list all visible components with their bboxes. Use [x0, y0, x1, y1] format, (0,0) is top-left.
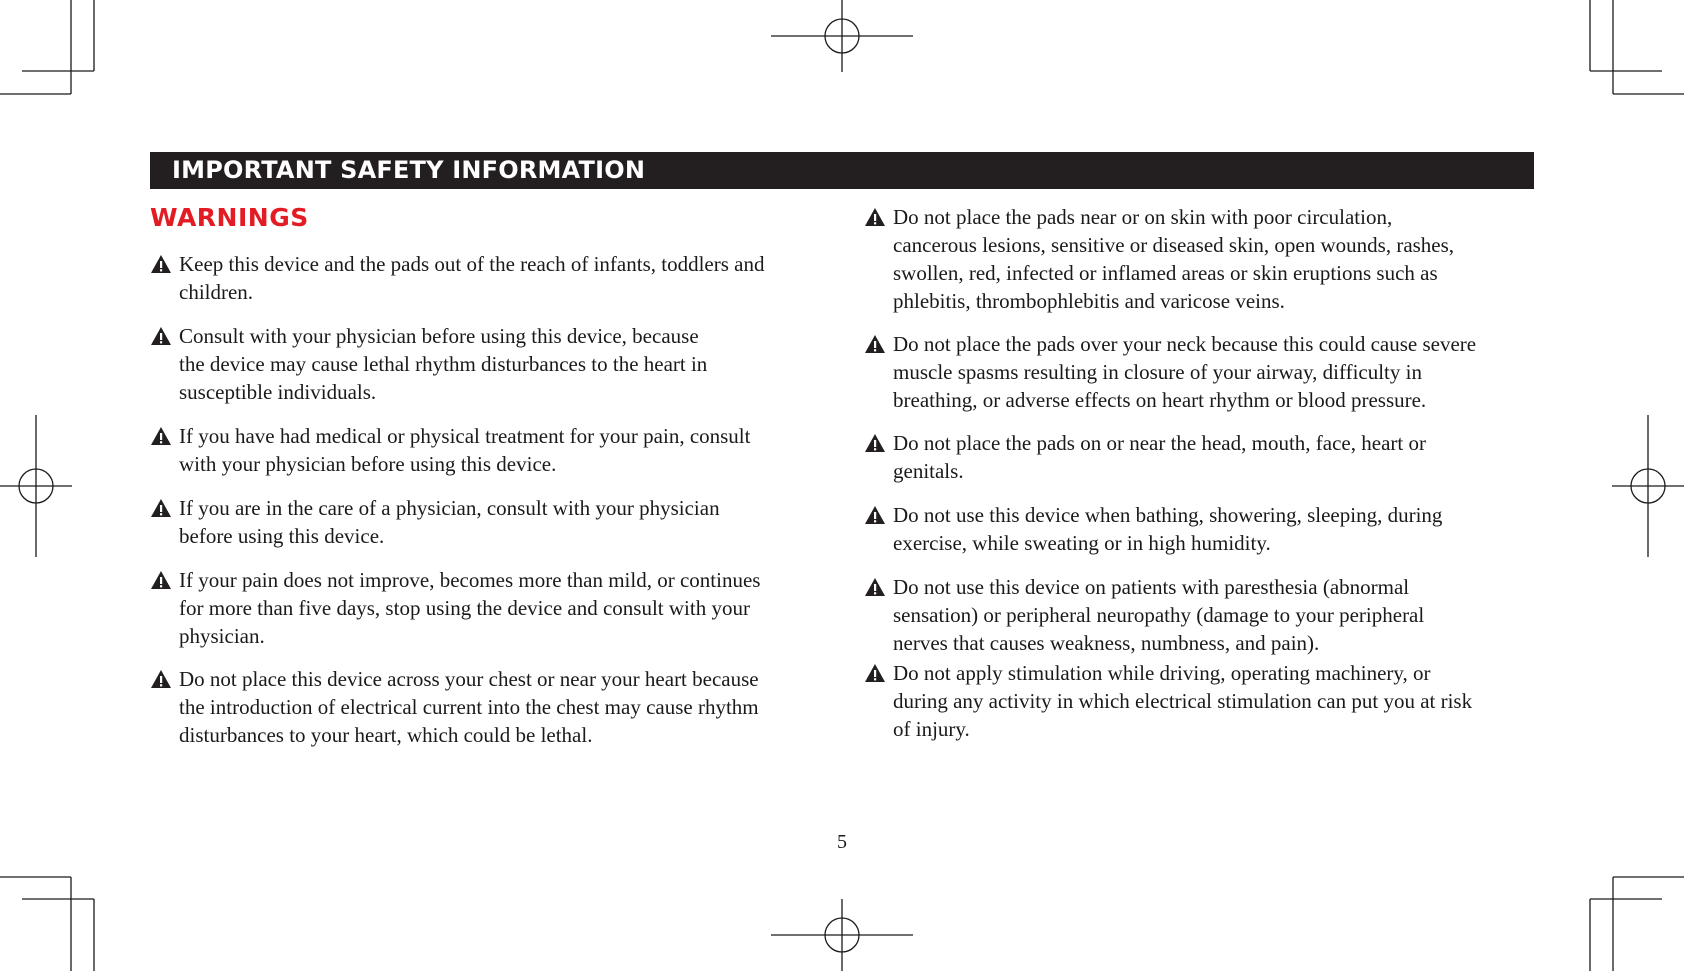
warning-triangle-icon — [864, 505, 886, 525]
section-header-bar — [150, 152, 1534, 189]
warning-triangle-icon — [150, 426, 172, 446]
warning-triangle-icon — [150, 570, 172, 590]
warning-line: cancerous lesions, sensitive or diseased skin, open wounds, rashes, — [893, 233, 1455, 257]
warning-line: Consult with your physician before using this device, because — [179, 324, 699, 348]
warning-line: If your pain does not improve, becomes more than mild, or continues — [179, 568, 761, 592]
warning-line: with your physician before using this device. — [179, 452, 557, 476]
warning-line: phlebitis, thrombophlebitis and varicose veins. — [893, 289, 1285, 313]
warning-triangle-icon — [864, 334, 886, 354]
warning-line: Do not place the pads over your neck because this could cause severe — [893, 332, 1477, 356]
warning-line: physician. — [179, 624, 265, 648]
warning-line: the introduction of electrical current into the chest may cause rhythm — [179, 695, 759, 719]
warning-line: Keep this device and the pads out of the reach of infants, toddlers and — [179, 252, 765, 276]
warning-triangle-icon — [864, 577, 886, 597]
warning-line: the device may cause lethal rhythm disturbances to the heart in — [179, 352, 708, 376]
warning-triangle-icon — [150, 669, 172, 689]
warning-line: Do not use this device when bathing, showering, sleeping, during — [893, 503, 1443, 527]
warning-line: Do not place the pads near or on skin with poor circulation, — [893, 205, 1393, 229]
warning-line: Do not place this device across your chest or near your heart because — [179, 667, 759, 691]
header-title: IMPORTANT SAFETY INFORMATION — [172, 156, 646, 184]
warning-triangle-icon — [150, 254, 172, 274]
warning-line: exercise, while sweating or in high humidity. — [893, 531, 1271, 555]
warning-triangle-icon — [864, 207, 886, 227]
warning-triangle-icon — [150, 326, 172, 346]
warnings-heading: WARNINGS — [150, 203, 309, 232]
warning-line: for more than five days, stop using the device and consult with your — [179, 596, 750, 620]
warning-line: If you are in the care of a physician, consult with your physician — [179, 496, 720, 520]
warning-line: children. — [179, 280, 254, 304]
warning-triangle-icon — [150, 498, 172, 518]
warning-line: during any activity in which electrical stimulation can put you at risk — [893, 689, 1473, 713]
warning-line: Do not place the pads on or near the head, mouth, face, heart or — [893, 431, 1426, 455]
warning-line: muscle spasms resulting in closure of your airway, difficulty in — [893, 360, 1422, 384]
warning-line: swollen, red, infected or inflamed areas or skin eruptions such as — [893, 261, 1438, 285]
warning-line: before using this device. — [179, 524, 385, 548]
warning-line: Do not apply stimulation while driving, operating machinery, or — [893, 661, 1431, 685]
warning-line: breathing, or adverse effects on heart rhythm or blood pressure. — [893, 388, 1427, 412]
warning-line: sensation) or peripheral neuropathy (damage to your peripheral — [893, 603, 1425, 627]
page-number: 5 — [837, 831, 847, 853]
warning-line: genitals. — [893, 459, 964, 483]
warning-triangle-icon — [864, 433, 886, 453]
warning-line: Do not use this device on patients with paresthesia (abnormal — [893, 575, 1410, 599]
warning-line: If you have had medical or physical treatment for your pain, consult — [179, 424, 751, 448]
warning-line: disturbances to your heart, which could be lethal. — [179, 723, 593, 747]
warning-line: of injury. — [893, 717, 970, 741]
warning-line: nerves that causes weakness, numbness, and pain). — [893, 631, 1320, 655]
warning-line: susceptible individuals. — [179, 380, 377, 404]
warning-triangle-icon — [864, 663, 886, 683]
